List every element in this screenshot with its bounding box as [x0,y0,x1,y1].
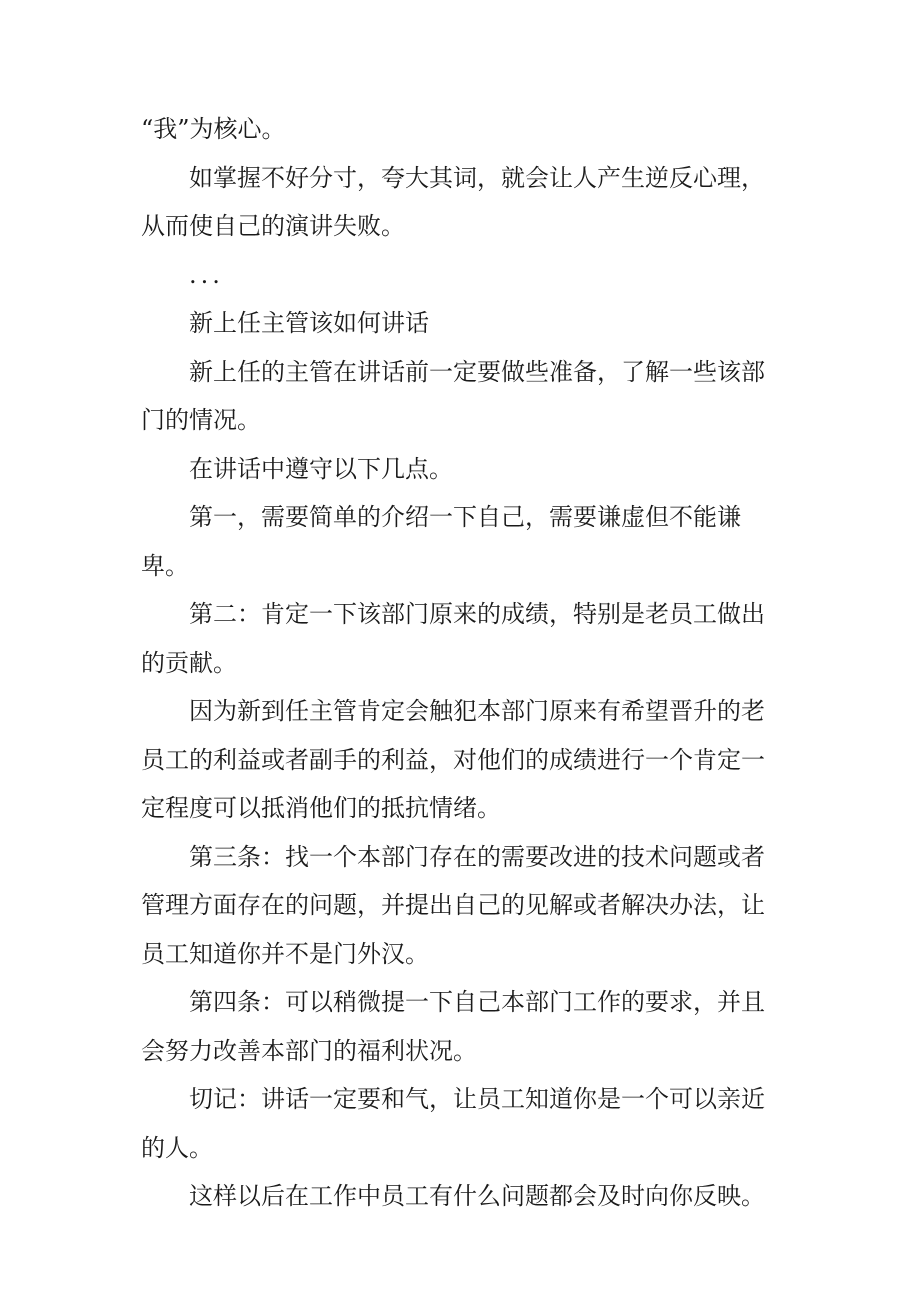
paragraph: 因为新到任主管肯定会触犯本部门原来有希望晋升的老员工的利益或者副手的利益，对他们的成绩进行一个肯定一定程度可以抵消他们的抵抗情绪。 [141,697,765,822]
paragraph-continuation: “我”为核心。 [141,115,286,143]
paragraph: 新上任的主管在讲话前一定要做些准备，了解一些该部门的情况。 [141,357,765,434]
paragraph: 这样以后在工作中员工有什么问题都会及时向你反映。 [189,1182,765,1210]
paragraph: 切记：讲话一定要和气，让员工知道你是一个可以亲近的人。 [141,1085,765,1162]
paragraph: 第二：肯定一下该部门原来的成绩，特别是老员工做出的贡献。 [141,600,765,677]
paragraph: 第一，需要简单的介绍一下自己，需要谦虚但不能谦卑。 [141,503,741,580]
paragraph-ellipsis: ... [189,260,224,289]
section-heading: 新上任主管该如何讲话 [189,309,429,337]
paragraph: 第三条：找一个本部门存在的需要改进的技术问题或者管理方面存在的问题，并提出自己的见解或者解决办法，让员工知道你并不是门外汉。 [141,842,765,968]
paragraph: 在讲话中遵守以下几点。 [189,454,453,483]
paragraph: 如掌握不好分寸，夸大其词，就会让人产生逆反心理，从而使自己的演讲失败。 [141,163,765,240]
document-body [141,105,786,1221]
paragraph: 第四条：可以稍微提一下自己本部门工作的要求，并且会努力改善本部门的福利状况。 [141,988,765,1065]
